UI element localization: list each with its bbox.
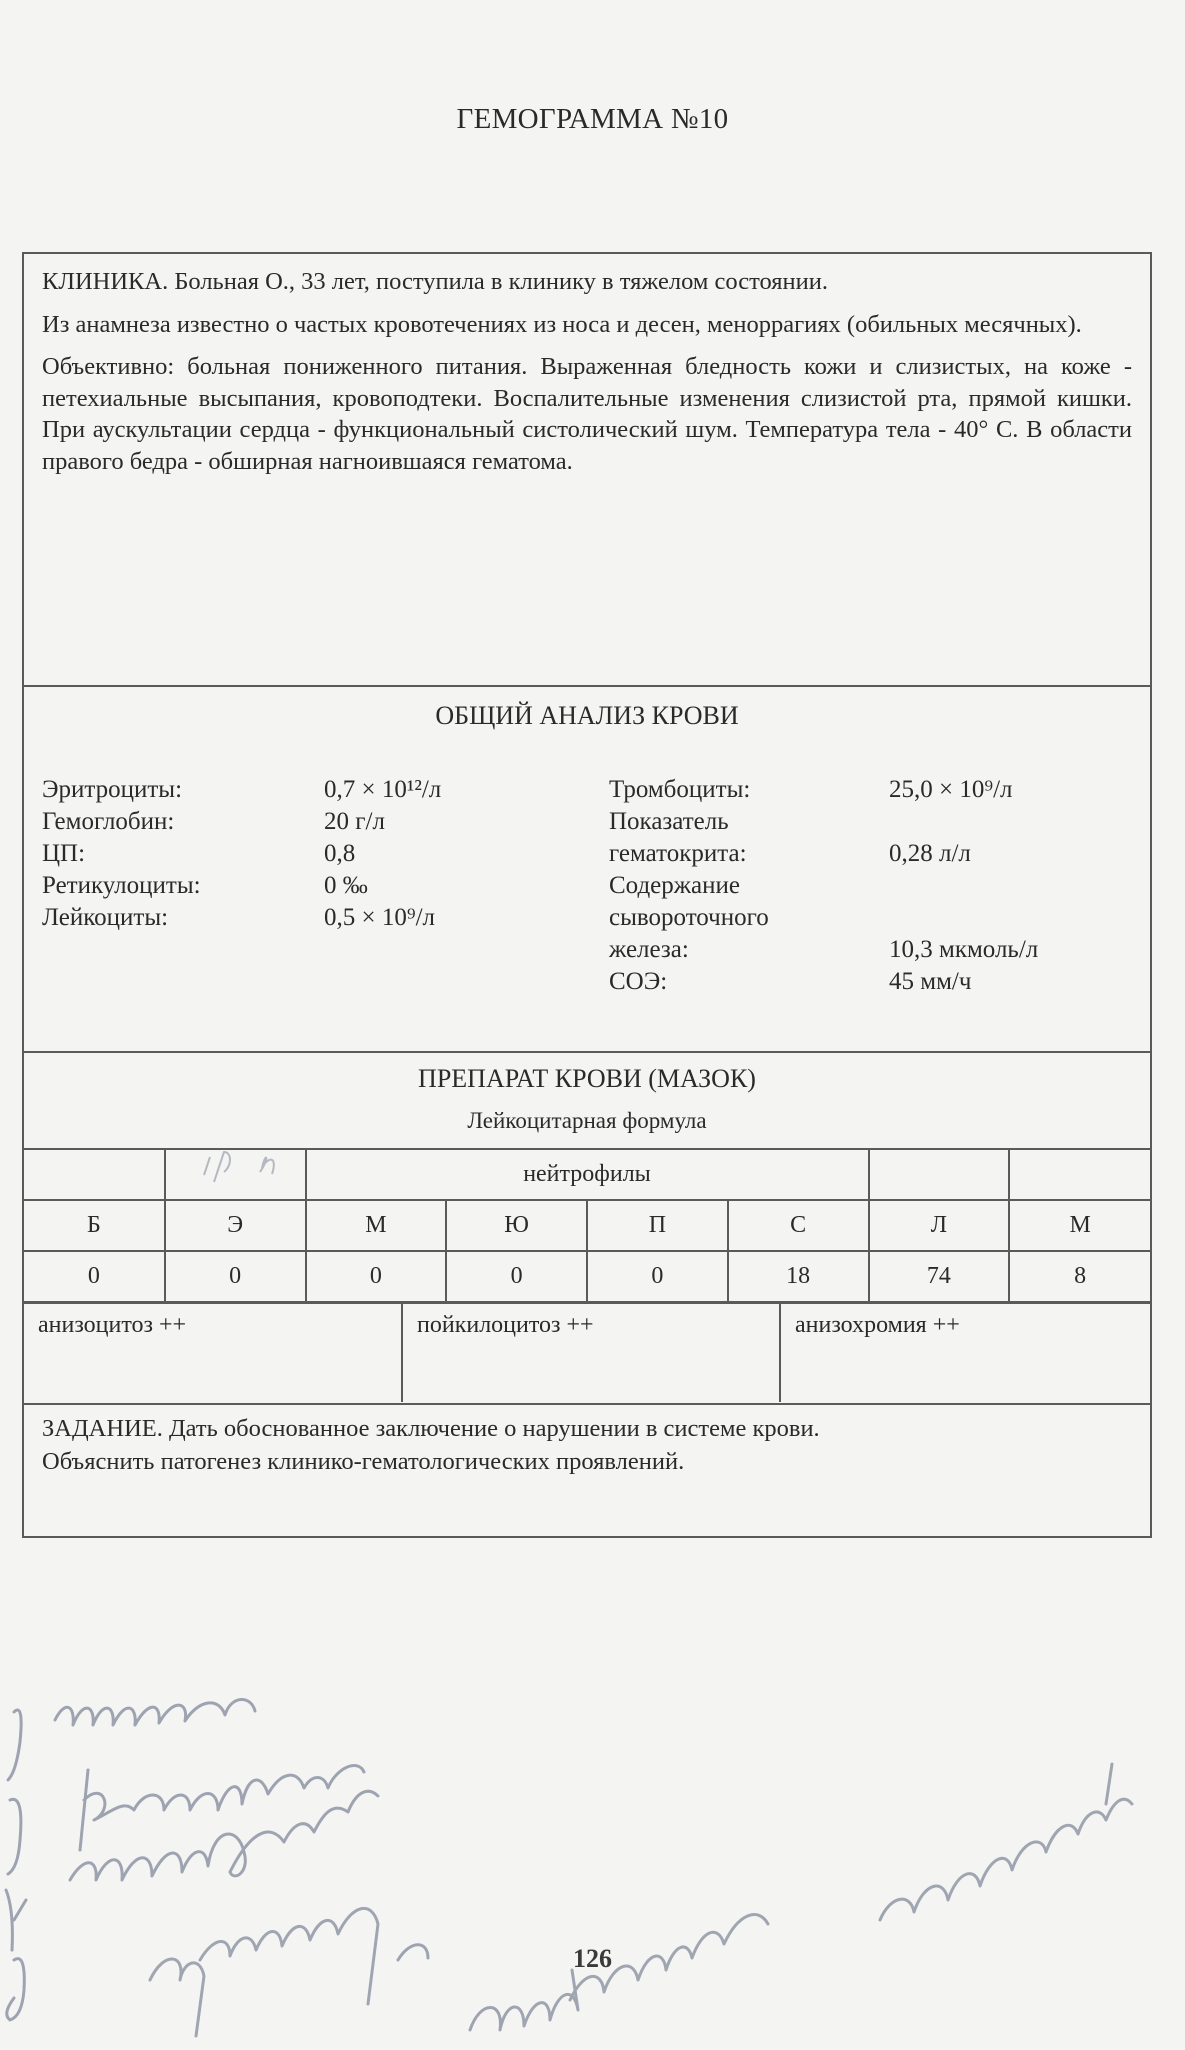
column-header: Ю [446, 1200, 587, 1251]
rbc-value: 0,7 × 10¹²/л [324, 776, 442, 803]
handwriting-mark-2 [8, 1799, 21, 1874]
table-cell: 0 [24, 1251, 165, 1302]
column-header: П [587, 1200, 728, 1251]
table-cell: 18 [728, 1251, 869, 1302]
clinic-objective: Объективно: больная пониженного питания. Выраженная бледность кожи и слизистых, на коже - петехиальные высыпания, кровоподтеки. Воспалительные изменения слизистой рта, прямой кишки. При аускультации сердца - функциональный систолический шум. Температура тела - 40° С. В области правого бедра - обширная нагноившаяся гематома. [42, 353, 1132, 475]
column-header: С [728, 1200, 869, 1251]
table-cell: 74 [869, 1251, 1010, 1302]
ci-value: 0,8 [324, 840, 356, 867]
wbc-label: Лейкоциты: [42, 904, 169, 931]
ci-label: ЦП: [42, 840, 86, 867]
leukocyte-formula-title: Лейкоцитарная формула [467, 1108, 707, 1133]
task-line-1: ЗАДАНИЕ. Дать обоснованное заключение о нарушении в системе крови. [42, 1415, 820, 1442]
hct-label-1: Показатель [609, 808, 729, 835]
handwriting-mark-3 [6, 1890, 26, 1950]
iron-label-2: сывороточного [609, 904, 769, 931]
plt-value: 25,0 × 10⁹/л [889, 776, 1013, 803]
clinic-intro: КЛИНИКА. Больная О., 33 лет, поступила в клинику в тяжелом состоянии. [42, 268, 828, 295]
esr-label: СОЭ: [609, 968, 668, 995]
handwriting-line-3 [70, 1791, 378, 1880]
anisochromia: анизохромия ++ [795, 1312, 960, 1338]
column-header: Б [24, 1200, 165, 1251]
handwriting-mark-4 [7, 1959, 24, 2020]
column-header: Л [869, 1200, 1010, 1251]
handwriting-mark-6 [260, 1158, 274, 1174]
table-cell: 8 [1009, 1251, 1150, 1302]
anisocytosis: анизоцитоз ++ [24, 1302, 403, 1402]
table-cell: 0 [165, 1251, 306, 1302]
iron-label-3: железа: [609, 936, 689, 963]
iron-label-1: Содержание [609, 872, 740, 899]
rbc-label: Эритроциты: [42, 776, 183, 803]
retic-label: Ретикулоциты: [42, 872, 201, 899]
column-header: М [306, 1200, 447, 1251]
page-number: 126 [573, 1944, 612, 1973]
hb-value: 20 г/л [324, 808, 385, 835]
task-line-2: Объяснить патогенез клинико-гематологических проявлений. [42, 1448, 685, 1475]
table-cell: 0 [306, 1251, 447, 1302]
plt-label: Тромбоциты: [609, 776, 751, 803]
handwriting-mark-5 [204, 1152, 230, 1182]
esr-value: 45 мм/ч [889, 968, 972, 995]
table-cell: 0 [587, 1251, 728, 1302]
poikilocytosis: пойкилоцитоз ++ [403, 1302, 781, 1402]
blood-count-title: ОБЩИЙ АНАЛИЗ КРОВИ [435, 701, 739, 730]
handwriting-line-1 [55, 1699, 255, 1725]
retic-value: 0 ‰ [324, 872, 368, 899]
neutrophils-header: нейтрофилы [306, 1149, 869, 1200]
clinic-anamnesis: Из анамнеза известно о частых кровотечениях из носа и десен, меноррагиях (обильных месячных). [42, 310, 1082, 338]
hb-label: Гемоглобин: [42, 808, 175, 835]
handwriting-line-6 [880, 1764, 1132, 1920]
column-header: М [1009, 1200, 1150, 1251]
table-cell: 0 [446, 1251, 587, 1302]
hct-value: 0,28 л/л [889, 840, 971, 867]
handwriting-line-5 [470, 1914, 768, 2030]
handwriting-line-4 [150, 1908, 428, 2036]
column-header: Э [165, 1200, 306, 1251]
iron-value: 10,3 мкмоль/л [889, 936, 1039, 963]
wbc-value: 0,5 × 10⁹/л [324, 904, 435, 931]
page-title: ГЕМОГРАММА №10 [456, 103, 729, 135]
hct-label-2: гематокрита: [609, 840, 747, 867]
handwriting-mark-1 [8, 1710, 21, 1780]
smear-title: ПРЕПАРАТ КРОВИ (МАЗОК) [418, 1064, 756, 1093]
